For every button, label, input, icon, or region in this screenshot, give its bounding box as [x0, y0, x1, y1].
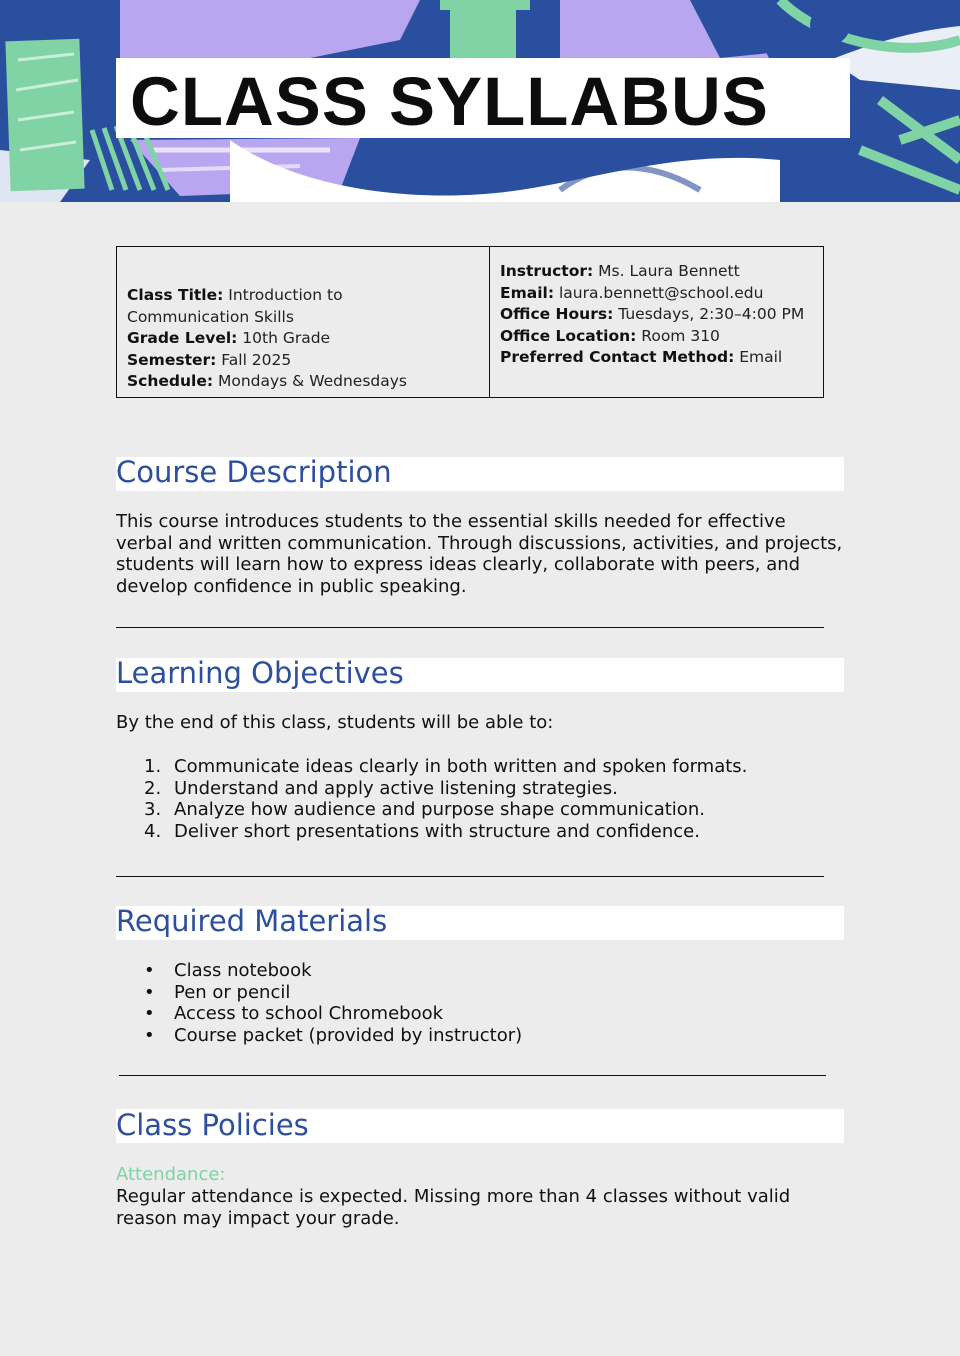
bullet-icon: •: [144, 1003, 155, 1025]
preferred-contact-line: [500, 347, 813, 369]
info-value: Ms. Laura Bennett: [593, 262, 740, 281]
bullet-icon: •: [144, 981, 155, 1003]
list-item: [144, 1003, 522, 1025]
instructor-info-column: [490, 247, 823, 397]
required-materials-heading: Required Materials: [116, 904, 388, 938]
info-label: Schedule:: [127, 372, 214, 391]
page-title: CLASS SYLLABUS: [130, 63, 769, 140]
list-number: 1.: [144, 756, 162, 777]
class-title-line-continued: [127, 307, 479, 329]
attendance-text: Regular attendance is expected. Missing more than 4 classes without valid reason may impact your grade.: [116, 1186, 791, 1229]
schedule-line: [127, 371, 479, 393]
instructor-line: [500, 261, 813, 283]
list-item: [144, 799, 747, 821]
section-divider: [116, 627, 824, 628]
list-item: [144, 1025, 522, 1047]
bullet-icon: •: [144, 960, 155, 981]
course-description-heading: Course Description: [116, 455, 392, 489]
info-label: Grade Level:: [127, 329, 238, 348]
list-item-text: Course packet (provided by instructor): [174, 1024, 523, 1046]
info-value: Room 310: [636, 326, 720, 345]
bullet-icon: •: [144, 1024, 155, 1046]
course-description-text: This course introduces students to the essential skills needed for effective verbal and written communication. Through discussions, activities, and projects, students will learn how to express ideas clearly, collaborate with peers, and develop confidence in public speaking.: [116, 511, 843, 597]
list-item: [144, 960, 522, 982]
class-info-column: [117, 247, 490, 397]
list-item-text: Class notebook: [174, 960, 312, 981]
info-label: Semester:: [127, 350, 217, 369]
list-item-text: Deliver short presentations with structure and confidence.: [174, 820, 700, 842]
list-item-text: Access to school Chromebook: [174, 1003, 444, 1025]
info-value: Email: [734, 348, 783, 367]
list-item: [144, 756, 747, 778]
semester-line: [127, 350, 479, 372]
learning-objectives-list: [144, 756, 747, 842]
office-hours-line: [500, 304, 813, 326]
info-value: Communication Skills: [127, 307, 294, 326]
class-info-table: [116, 246, 824, 398]
info-label: Class Title:: [127, 286, 224, 305]
info-label: Preferred Contact Method:: [500, 348, 735, 367]
list-number: 3.: [144, 799, 162, 821]
list-item: [144, 778, 747, 800]
info-value: Tuesdays, 2:30–4:00 PM: [613, 305, 805, 324]
learning-objectives-intro: By the end of this class, students will be able to:: [116, 712, 554, 733]
info-value: Mondays & Wednesdays: [213, 372, 408, 391]
info-label: Office Hours:: [500, 305, 614, 324]
class-policies-heading: Class Policies: [116, 1108, 309, 1142]
section-divider: [116, 876, 824, 877]
list-item-text: Pen or pencil: [174, 981, 291, 1003]
grade-level-line: [127, 328, 479, 350]
info-value: Fall 2025: [216, 350, 292, 369]
info-label: Office Location:: [500, 326, 637, 345]
list-item: [144, 982, 522, 1004]
info-value: Introduction to: [223, 286, 343, 305]
info-label: Instructor:: [500, 262, 594, 281]
list-item-text: Communicate ideas clearly in both written and spoken formats.: [174, 756, 748, 777]
info-value: laura.bennett@school.edu: [554, 283, 764, 302]
info-value: 10th Grade: [237, 329, 331, 348]
email-line: [500, 283, 813, 305]
info-label: Email:: [500, 283, 555, 302]
list-item-text: Understand and apply active listening strategies.: [174, 777, 618, 799]
class-title-line: [127, 285, 479, 307]
list-number: 2.: [144, 777, 162, 799]
required-materials-list: [144, 960, 522, 1046]
attendance-label: Attendance:: [116, 1164, 226, 1185]
list-item: [144, 821, 747, 843]
office-location-line: [500, 326, 813, 348]
list-item-text: Analyze how audience and purpose shape communication.: [174, 799, 705, 821]
list-number: 4.: [144, 820, 162, 842]
section-divider: [119, 1075, 826, 1076]
learning-objectives-heading: Learning Objectives: [116, 656, 404, 690]
